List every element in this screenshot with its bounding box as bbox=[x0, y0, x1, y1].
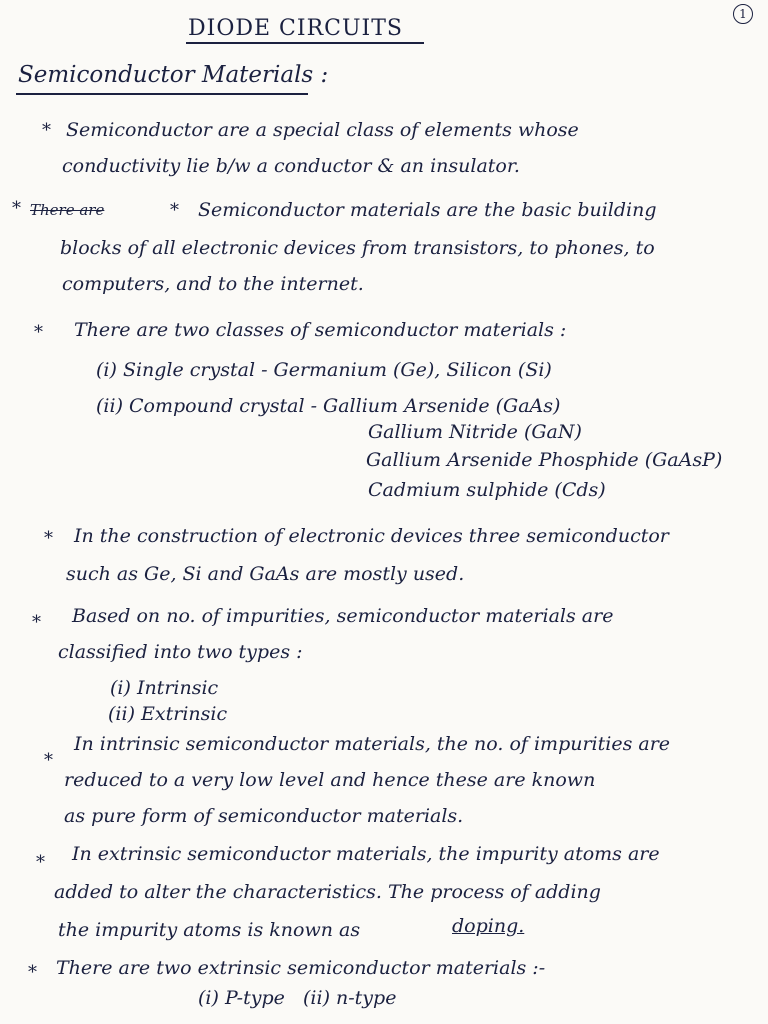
bullet-star: * bbox=[36, 852, 45, 873]
text-line: added to alter the characteristics. The process of adding bbox=[54, 881, 601, 903]
text-line: Semiconductor are a special class of elements whose bbox=[66, 119, 579, 141]
text-line: reduced to a very low level and hence these are known bbox=[64, 769, 596, 791]
text-line: There are two classes of semiconductor materials : bbox=[74, 319, 567, 341]
text-line: Gallium Nitride (GaN) bbox=[368, 421, 582, 443]
bullet-star: * bbox=[42, 120, 51, 141]
text-line: In extrinsic semiconductor materials, the impurity atoms are bbox=[72, 843, 660, 865]
text-line: (i) Intrinsic bbox=[110, 677, 219, 699]
text-line: computers, and to the internet. bbox=[62, 273, 364, 295]
text-line: (ii) Compound crystal - Gallium Arsenide (GaAs) bbox=[96, 395, 561, 417]
text-line: (i) P-type (ii) n-type bbox=[198, 987, 397, 1009]
text-line: In intrinsic semiconductor materials, the no. of impurities are bbox=[74, 733, 671, 755]
bullet-star: * bbox=[28, 962, 37, 983]
text-line: There are two extrinsic semiconductor materials :- bbox=[56, 957, 546, 979]
text-line: as pure form of semiconductor materials. bbox=[64, 805, 464, 827]
bullet-star: * bbox=[170, 200, 179, 221]
heading-underline bbox=[16, 93, 308, 95]
text-line: conductivity lie b/w a conductor & an insulator. bbox=[62, 155, 520, 177]
struck-text: There are bbox=[30, 201, 105, 219]
bullet-star: * bbox=[32, 612, 41, 633]
underlined-term-doping: doping. bbox=[452, 915, 525, 937]
bullet-star: * bbox=[12, 198, 21, 219]
text-line: Cadmium sulphide (Cds) bbox=[368, 479, 606, 501]
text-line: Based on no. of impurities, semiconductor materials are bbox=[72, 605, 614, 627]
page-number: 1 bbox=[733, 4, 753, 24]
text-line: the impurity atoms is known as bbox=[58, 919, 361, 941]
text-line: Semiconductor materials are the basic building bbox=[198, 199, 657, 221]
text-line: blocks of all electronic devices from transistors, to phones, to bbox=[60, 237, 655, 259]
page-title: DIODE CIRCUITS bbox=[188, 16, 403, 41]
bullet-star: * bbox=[34, 322, 43, 343]
text-line: Gallium Arsenide Phosphide (GaAsP) bbox=[366, 449, 723, 471]
text-line: classified into two types : bbox=[58, 641, 303, 663]
bullet-star: * bbox=[44, 528, 53, 549]
section-heading: Semiconductor Materials : bbox=[18, 62, 329, 88]
bullet-star: * bbox=[44, 750, 53, 771]
text-line: (ii) Extrinsic bbox=[108, 703, 228, 725]
text-line: (i) Single crystal - Germanium (Ge), Silicon (Si) bbox=[96, 359, 552, 381]
title-underline bbox=[186, 42, 424, 44]
text-line: In the construction of electronic devices three semiconductor bbox=[74, 525, 669, 547]
text-line: such as Ge, Si and GaAs are mostly used. bbox=[66, 563, 465, 585]
